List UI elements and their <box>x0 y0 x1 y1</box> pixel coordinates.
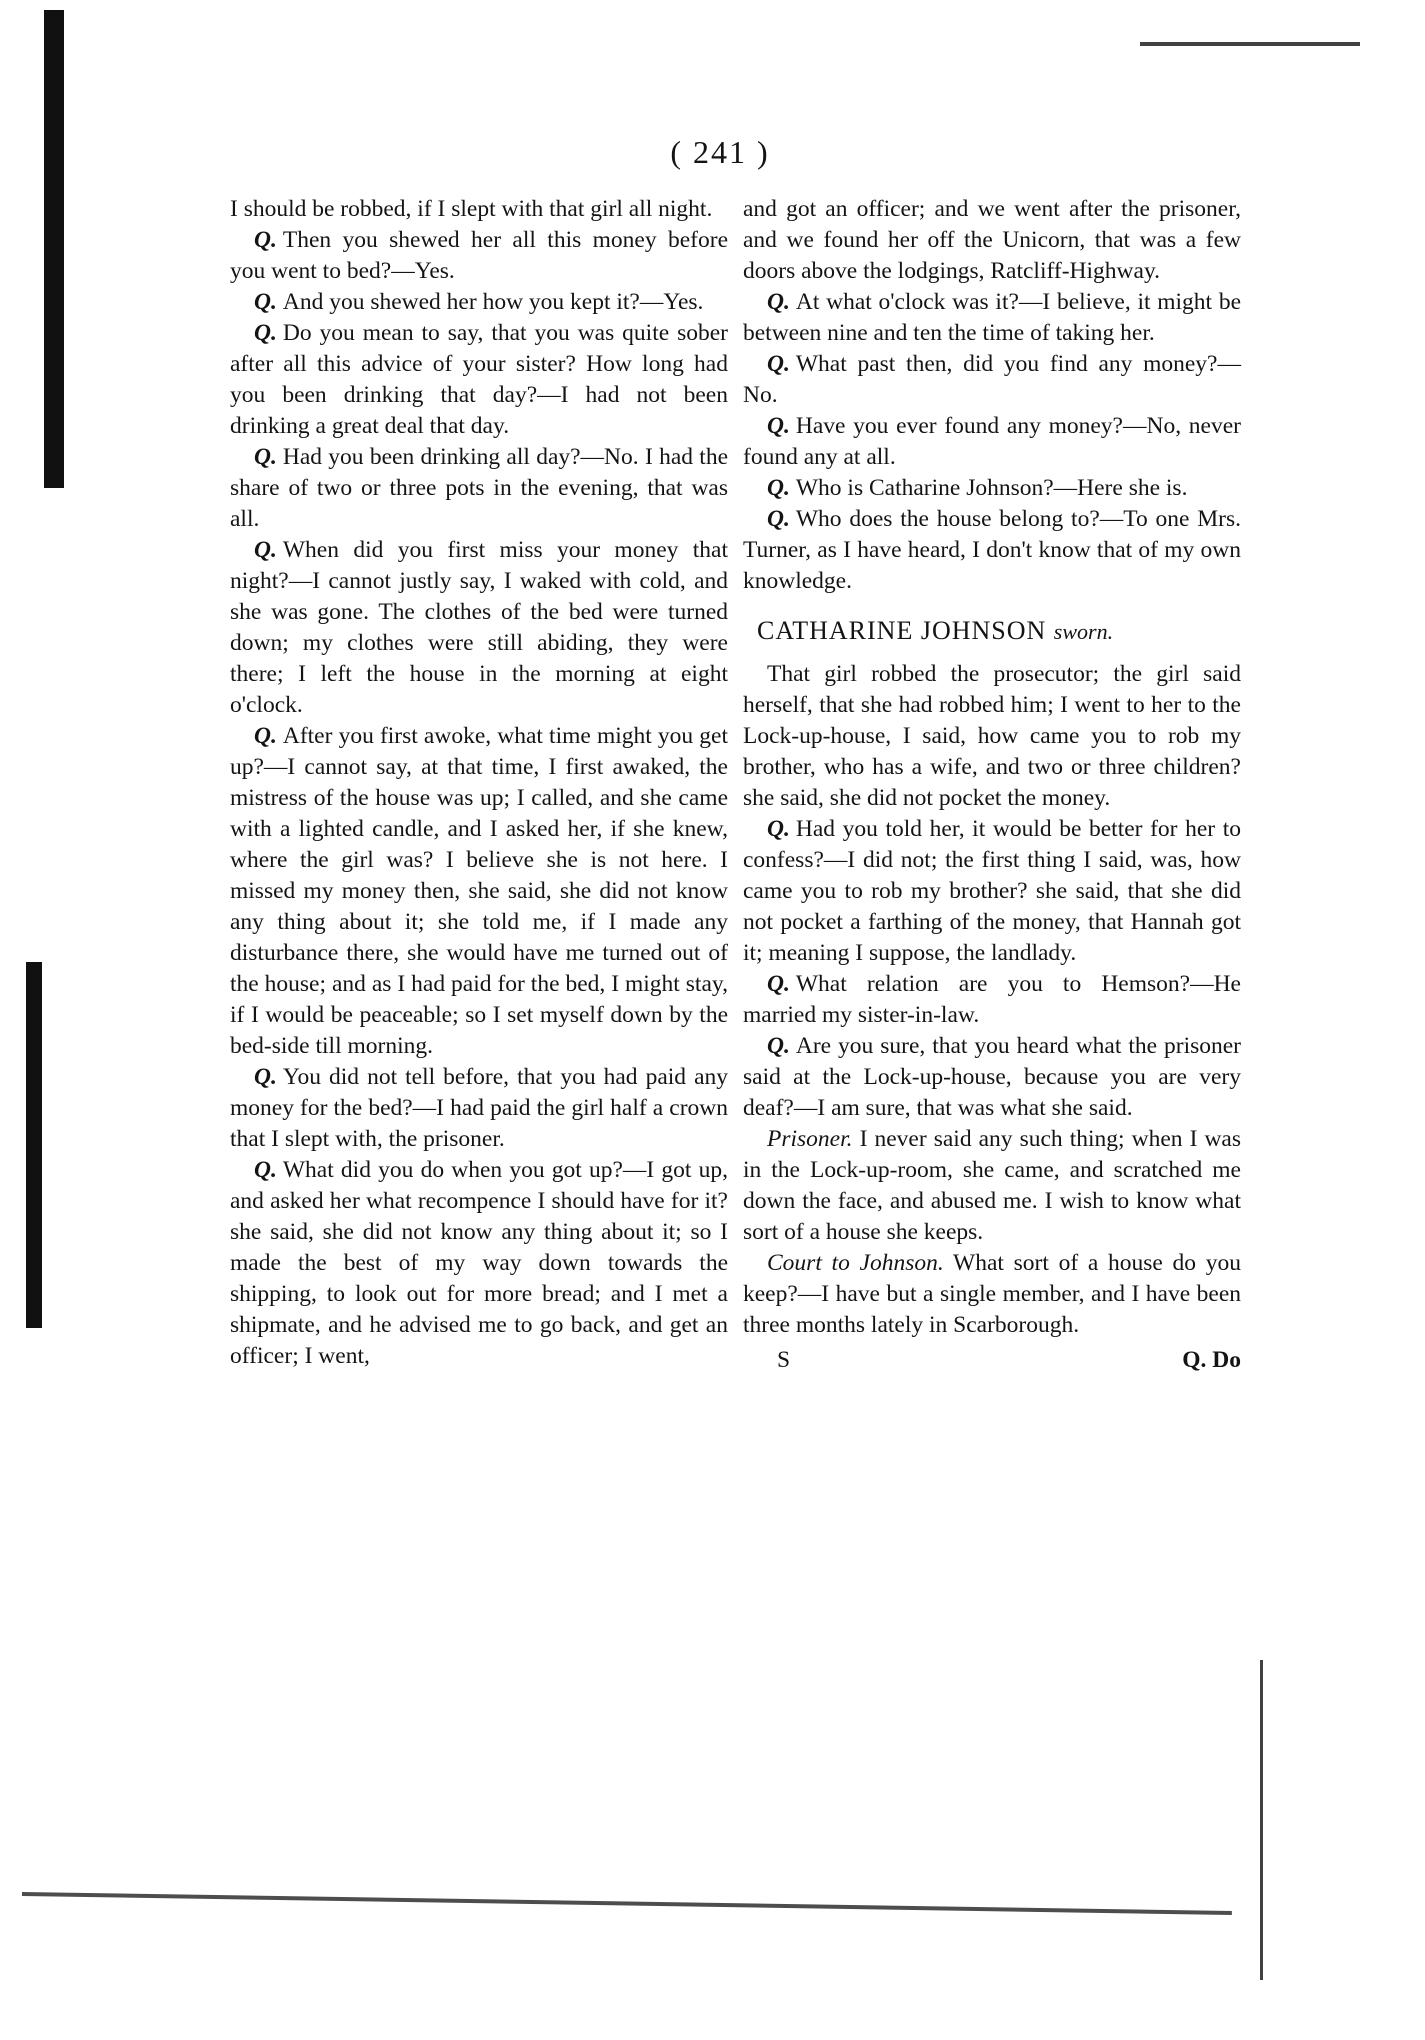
paragraph <box>743 1031 1241 1124</box>
paragraph-text: At what o'clock was it?—I believe, it might be between nine and ten the time of taking her. <box>743 289 1241 346</box>
paragraph <box>743 287 1241 349</box>
court-statement <box>743 1248 1241 1341</box>
right-edge-line <box>1260 1660 1263 1980</box>
question-marker: Q. <box>254 1157 277 1183</box>
paragraph <box>743 349 1241 411</box>
paragraph <box>230 1062 728 1155</box>
question-marker: Q. <box>254 444 277 470</box>
paragraph-text: What past then, did you find any money?—No. <box>743 351 1241 408</box>
paragraph-text: After you first awoke, what time might you get up?—I cannot say, at that time, I first awaked, the mistress of the house was up; I called, and she came with a lighted candle, and I asked her, if she knew, where the girl was? I believe she is not here. I missed my money then, she said, she did not know any thing about it; she told me, if I made any disturbance there, she would have me turned out of the house; and as I had paid for the bed, I might stay, if I would be peaceable; so I set myself down by the bed-side till morning. <box>230 723 728 1059</box>
paragraph-text: When did you first miss your money that night?—I cannot justly say, I waked with cold, and she was gone. The clothes of the bed were turned down; my clothes were still abiding, they were there; I left the house in the morning at eight o'clock. <box>230 537 728 718</box>
paragraph <box>743 814 1241 969</box>
question-marker: Q. <box>254 289 277 315</box>
question-marker: Q. <box>767 816 790 842</box>
paragraph-text: What did you do when you got up?—I got up, and asked her what recompence I should have for it? she said, she did not know any thing about it; so I made the best of my way down towards the shipping, to look out for more bread; and I met a shipmate, and he advised me to go back, and get an officer; I went, <box>230 1157 728 1369</box>
paragraph-text: I should be robbed, if I slept with that girl all night. <box>230 196 713 222</box>
question-marker: Q. <box>254 723 277 749</box>
top-edge-line <box>1140 42 1360 46</box>
prisoner-statement <box>743 1124 1241 1248</box>
paragraph <box>230 194 728 225</box>
margin-bar-middle <box>26 962 42 1328</box>
court-speaker: Court to Johnson. <box>767 1250 944 1276</box>
paragraph <box>743 504 1241 597</box>
paragraph-text: And you shewed her how you kept it?—Yes. <box>282 289 704 315</box>
paragraph <box>230 1155 728 1372</box>
question-marker: Q. <box>767 971 790 997</box>
right-column <box>743 194 1241 1376</box>
paragraph <box>743 659 1241 814</box>
bottom-edge-shadow <box>22 1892 1232 1915</box>
paragraph-text: You did not tell before, that you had paid any money for the bed?—I had paid the girl half a crown that I slept with, the prisoner. <box>230 1064 728 1152</box>
question-marker: Q. <box>767 289 790 315</box>
prisoner-speaker: Prisoner. <box>767 1126 853 1152</box>
question-marker: Q. <box>254 1064 277 1090</box>
signature-mark: S <box>777 1347 791 1373</box>
paragraph <box>743 194 1241 287</box>
question-marker: Q. <box>767 475 790 501</box>
paragraph <box>230 535 728 721</box>
paragraph-text: Who is Catharine Johnson?—Here she is. <box>795 475 1188 501</box>
paragraph-text: Then you shewed her all this money before you went to bed?—Yes. <box>230 227 728 284</box>
page-number: ( 241 ) <box>670 134 770 170</box>
catchword: Q. Do <box>1182 1347 1241 1373</box>
right-column-bottom <box>743 659 1241 1124</box>
right-column-top <box>743 194 1241 597</box>
court-text: What sort of a house do you keep?—I have but a single member, and I have been three months lately in Scarborough. <box>743 1250 1241 1338</box>
paragraph <box>230 721 728 1062</box>
question-marker: Q. <box>254 227 277 253</box>
paragraph <box>743 969 1241 1031</box>
paragraph-text: Have you ever found any money?—No, never found any at all. <box>743 413 1241 470</box>
paragraph-text: and got an officer; and we went after the prisoner, and we found her off the Unicorn, that was a few doors above the lodgings, Ratcliff-Highway. <box>743 196 1241 284</box>
paragraph <box>230 225 728 287</box>
left-column <box>230 194 728 1372</box>
paragraph <box>230 287 728 318</box>
question-marker: Q. <box>767 1033 790 1059</box>
paragraph-text: That girl robbed the prosecutor; the girl said herself, that she had robbed him; I went to her to the Lock-up-house, I said, how came you to rob my brother, who has a wife, and two or three children? she said, she did not pocket the money. <box>743 661 1241 811</box>
paragraph-text: What relation are you to Hemson?—He married my sister-in-law. <box>743 971 1241 1028</box>
paragraph-text: Are you sure, that you heard what the prisoner said at the Lock-up-house, because you are very deaf?—I am sure, that was what she said. <box>743 1033 1241 1121</box>
margin-bar-top <box>44 10 64 488</box>
question-marker: Q. <box>254 320 277 346</box>
question-marker: Q. <box>767 413 790 439</box>
witness-name: CATHARINE JOHNSON <box>757 616 1047 645</box>
question-marker: Q. <box>254 537 277 563</box>
witness-heading <box>757 615 1241 647</box>
question-marker: Q. <box>767 351 790 377</box>
paragraph-text: Who does the house belong to?—To one Mrs. Turner, as I have heard, I don't know that of my own knowledge. <box>743 506 1241 594</box>
paragraph <box>230 442 728 535</box>
paragraph <box>743 411 1241 473</box>
paragraph <box>230 318 728 442</box>
paragraph-text: Do you mean to say, that you was quite sober after all this advice of your sister? How long had you been drinking that day?—I had not been drinking a great deal that day. <box>230 320 728 439</box>
paragraph-text: Had you been drinking all day?—No. I had the share of two or three pots in the evening, that was all. <box>230 444 728 532</box>
question-marker: Q. <box>767 506 790 532</box>
prisoner-text: I never said any such thing; when I was in the Lock-up-room, she came, and scratched me down the face, and abused me. I wish to know what sort of a house she keeps. <box>743 1126 1242 1245</box>
page-footer <box>743 1345 1241 1376</box>
paragraph <box>743 473 1241 504</box>
witness-sworn: sworn. <box>1053 619 1114 644</box>
paragraph-text: Had you told her, it would be better for her to confess?—I did not; the first thing I said, was, how came you to rob my brother? she said, that she did not pocket a farthing of the money, that Hannah got it; meaning I suppose, the landlady. <box>743 816 1241 966</box>
